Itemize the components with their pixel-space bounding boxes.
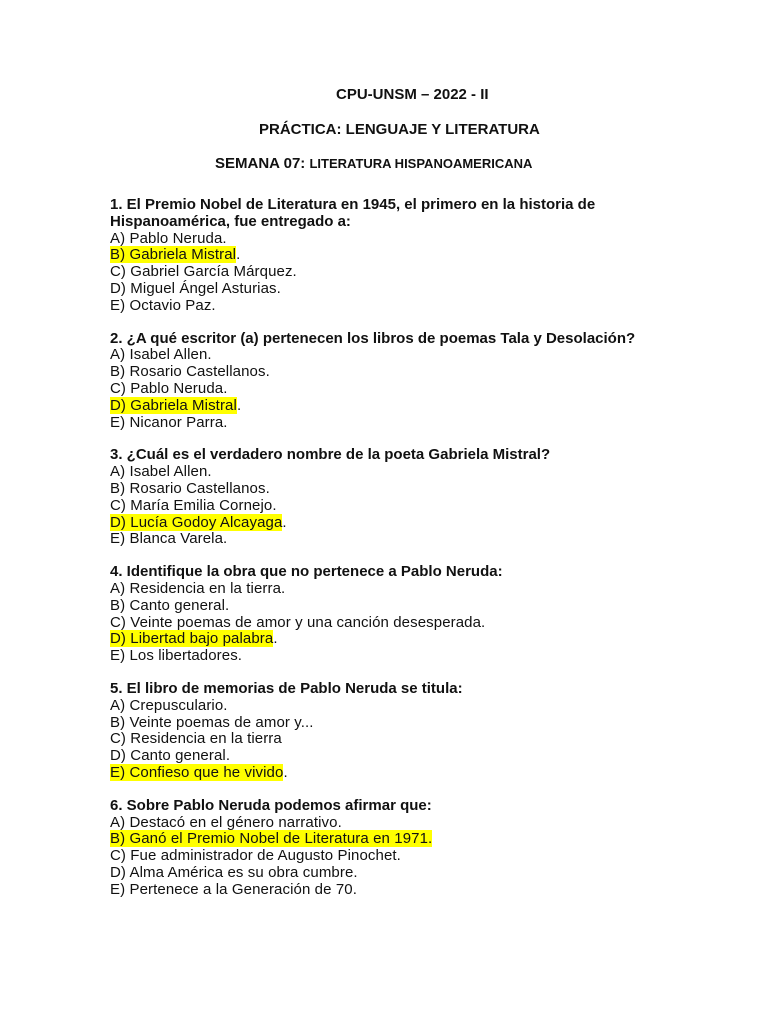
question-2: [110, 331, 670, 432]
answer-highlight: D) Gabriela Mistral: [110, 396, 237, 414]
question-text-cont: Hispanoamérica, fue entregado a:: [110, 212, 351, 230]
option-e: E) Blanca Varela.: [110, 530, 228, 548]
document-title: PRÁCTICA: LENGUAJE Y LITERATURA: [259, 121, 540, 138]
option-a: A) Residencia en la tierra.: [110, 579, 286, 597]
option-a: A) Crepusculario.: [110, 696, 228, 714]
option-e: E) Nicanor Parra.: [110, 413, 228, 431]
answer-highlight: B) Gabriela Mistral: [110, 246, 237, 264]
option-c: C) Gabriel García Márquez.: [110, 263, 297, 281]
option-c: C) Fue administrador de Augusto Pinochet.: [110, 847, 401, 865]
topic-label: LITERATURA HISPANOAMERICANA: [309, 156, 533, 171]
option-d-correct: D) Libertad bajo palabra.: [110, 630, 278, 648]
question-text: 1. El Premio Nobel de Literatura en 1945, el primero en la historia de: [110, 196, 596, 213]
option-c: C) Residencia en la tierra: [110, 730, 282, 748]
option-b: B) Canto general.: [110, 596, 230, 614]
option-e: E) Octavio Paz.: [110, 296, 216, 314]
question-1: [110, 197, 670, 315]
question-5: [110, 681, 670, 782]
option-c: C) Pablo Neruda.: [110, 379, 228, 397]
option-d: D) Canto general.: [110, 747, 231, 765]
option-a: A) Pablo Neruda.: [110, 229, 227, 247]
option-b-correct: [110, 831, 670, 848]
option-e: E) Los libertadores.: [110, 647, 243, 665]
question-text: 5. El libro de memorias de Pablo Neruda se titula:: [110, 679, 463, 697]
option-d: D) Alma América es su obra cumbre.: [110, 863, 358, 881]
answer-highlight: E) Confieso que he vivido: [110, 763, 284, 781]
option-d-correct: D) Lucía Godoy Alcayaga.: [110, 513, 287, 531]
answer-highlight: B) Ganó el Premio Nobel de Literatura en 1971.: [110, 830, 433, 848]
question-text: 6. Sobre Pablo Neruda podemos afirmar que:: [110, 796, 432, 814]
option-a: A) Destacó en el género narrativo.: [110, 813, 342, 831]
option-e: E) Pertenece a la Generación de 70.: [110, 880, 357, 898]
document-subtitle: [215, 155, 532, 172]
option-a: A) Isabel Allen.: [110, 463, 212, 481]
option-b: B) Veinte poemas de amor y...: [110, 713, 314, 731]
question-6: [110, 798, 670, 899]
question-text: 3. ¿Cuál es el verdadero nombre de la poeta Gabriela Mistral?: [110, 446, 551, 464]
answer-highlight: D) Libertad bajo palabra: [110, 630, 274, 648]
week-label: SEMANA 07:: [215, 155, 310, 172]
option-c: C) Veinte poemas de amor y una canción desesperada.: [110, 613, 486, 631]
question-text: 4. Identifique la obra que no pertenece a Pablo Neruda:: [110, 563, 503, 581]
question-list: [110, 197, 670, 914]
option-a: A) Isabel Allen.: [110, 346, 212, 364]
document-header-course: CPU-UNSM – 2022 - II: [336, 86, 489, 103]
option-b: B) Rosario Castellanos.: [110, 479, 270, 497]
option-d-correct: D) Gabriela Mistral.: [110, 396, 242, 414]
option-d: D) Miguel Ángel Asturias.: [110, 279, 281, 297]
option-b: B) Rosario Castellanos.: [110, 363, 270, 381]
question-3: [110, 447, 670, 548]
question-4: [110, 564, 670, 665]
option-b-correct: B) Gabriela Mistral.: [110, 246, 241, 264]
option-e-correct: E) Confieso que he vivido.: [110, 763, 288, 781]
question-text: 2. ¿A qué escritor (a) pertenecen los libros de poemas Tala y Desolación?: [110, 329, 636, 347]
option-c: C) María Emilia Cornejo.: [110, 496, 277, 514]
answer-highlight: D) Lucía Godoy Alcayaga: [110, 513, 283, 531]
